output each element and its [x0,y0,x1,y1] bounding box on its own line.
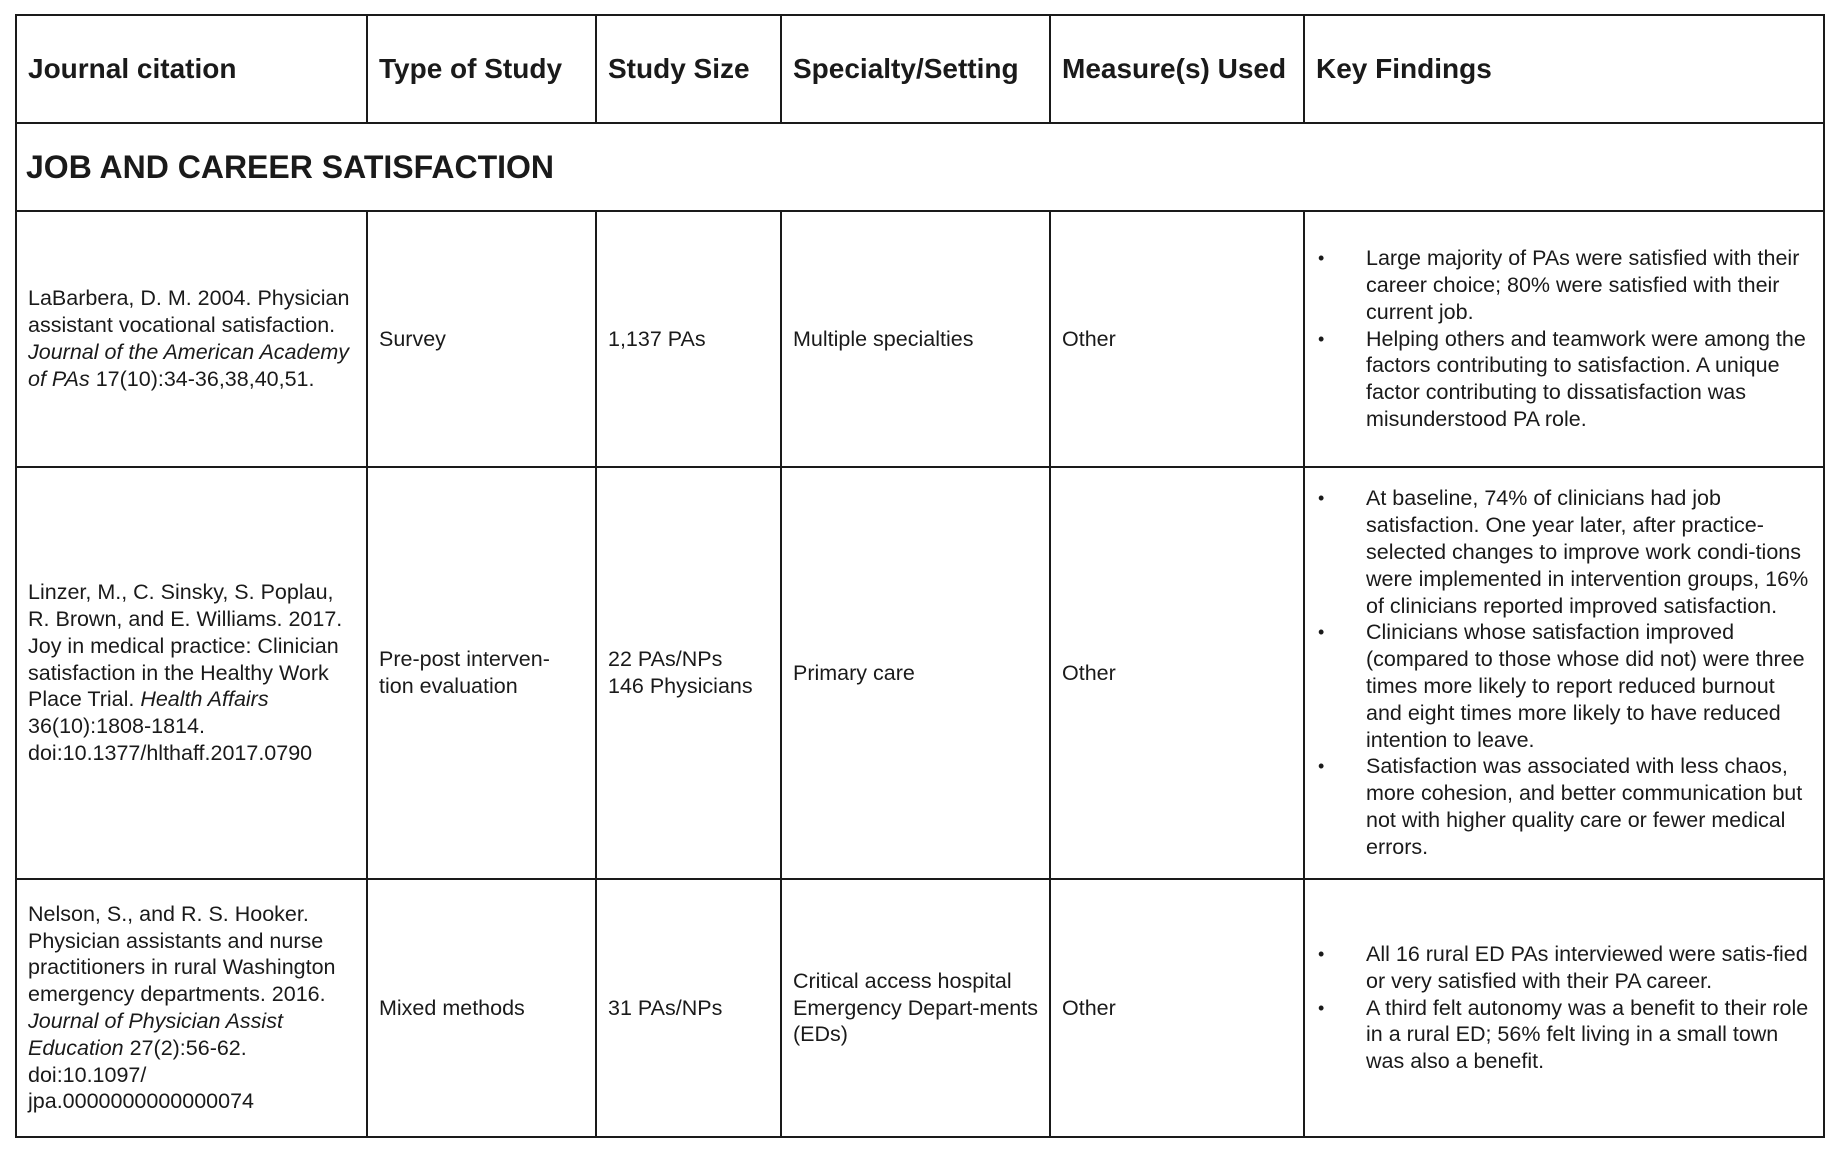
section-title: JOB AND CAREER SATISFACTION [16,123,1824,211]
citation-details: 36(10):1808-1814. doi:10.1377/hlthaff.2017.0790 [28,714,313,765]
setting-cell: Multiple specialties [781,211,1050,467]
citation-cell [16,879,367,1137]
table-row [16,211,1824,467]
header-journal-citation: Journal citation [16,15,367,123]
table-row [16,467,1824,879]
setting-cell: Primary care [781,467,1050,879]
type-cell: Survey [367,211,596,467]
citation-journal: Health Affairs [140,687,269,712]
citation-text: LaBarbera, D. M. 2004. Physician assistant vocational satisfaction. [28,286,350,338]
measure-cell: Other [1050,879,1304,1137]
findings-list [1316,245,1812,433]
header-measures-used: Measure(s) Used [1050,15,1304,123]
header-study-size: Study Size [596,15,781,123]
measure-cell: Other [1050,211,1304,467]
findings-list [1316,485,1812,860]
header-specialty-setting: Specialty/Setting [781,15,1050,123]
findings-cell [1304,211,1824,467]
type-cell: Pre-post interven-tion evaluation [367,467,596,879]
size-cell [596,879,781,1137]
size-line: 22 PAs/NPs [608,647,723,672]
literature-table [15,14,1825,1138]
header-row [16,15,1824,123]
size-line: 146 Physicians [608,674,753,698]
citation-details: 17(10):34-36,38,40,51. [89,366,315,391]
size-cell [596,211,781,467]
type-cell: Mixed methods [367,879,596,1137]
citation-cell [16,211,367,467]
section-row [16,123,1824,211]
citation-cell [16,467,367,879]
finding-item: • Clinicians whose satisfaction improved (compared to those whose did not) were three times more likely to report reduced burnout and eight times more likely to have reduced intention to leave. [1316,619,1812,753]
citation-journal: Journal of the American Academy of PAs [28,340,350,391]
citation-journal: Journal of Physician Assist Education [28,1009,283,1060]
header-type-of-study: Type of Study [367,15,596,123]
citation-text: Nelson, S., and R. S. Hooker. Physician assistants and nurse practitioners in rural Washington emergency departments. 2016. [28,901,336,1007]
finding-item: • All 16 rural ED PAs interviewed were satis-fied or very satisfied with their PA career. [1316,941,1812,995]
size-line: 31 PAs/NPs [608,995,723,1020]
citation-details: 27(2):56-62. doi:10.1097/ jpa.0000000000000074 [28,1035,254,1114]
header-key-findings: Key Findings [1304,15,1824,123]
findings-cell [1304,879,1824,1137]
finding-item: • At baseline, 74% of clinicians had job satisfaction. One year later, after practice-selected changes to improve work condi-tions were implemented in intervention groups, 16% of clinicians reported improved satisfaction. [1316,485,1812,619]
findings-list [1316,941,1812,1075]
finding-item: • Large majority of PAs were satisfied with their career choice; 80% were satisfied with their current job. [1316,245,1812,325]
citation-text: Linzer, M., C. Sinsky, S. Poplau, R. Brown, and E. Williams. 2017. Joy in medical practice: Clinician satisfaction in the Healthy Work Place Trial. [28,580,343,712]
size-line: 1,137 PAs [608,326,706,351]
finding-item: • A third felt autonomy was a benefit to their role in a rural ED; 56% felt living in a small town was also a benefit. [1316,995,1812,1075]
setting-cell: Critical access hospital Emergency Depart-ments (EDs) [781,879,1050,1137]
findings-cell [1304,467,1824,879]
table-row [16,879,1824,1137]
finding-item: • Helping others and teamwork were among the factors contributing to satisfaction. A unique factor contributing to dissatisfaction was misunderstood PA role. [1316,326,1812,433]
finding-item: • Satisfaction was associated with less chaos, more cohesion, and better communication but not with higher quality care or fewer medical errors. [1316,753,1812,860]
size-cell [596,467,781,879]
measure-cell: Other [1050,467,1304,879]
